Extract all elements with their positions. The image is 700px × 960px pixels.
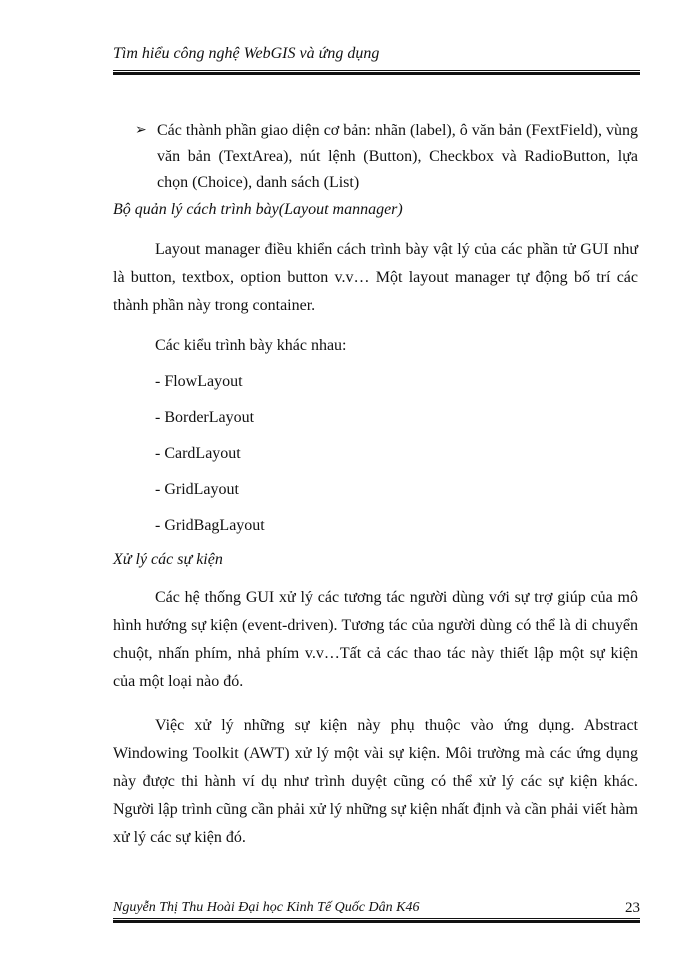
document-body bbox=[113, 118, 638, 852]
paragraph-layout-manager: Layout manager điều khiển cách trình bày vật lý của các phần tử GUI như là button, textbox, option button v.v… Một layout manager tự động bố trí các thành phần này trong container. bbox=[113, 241, 638, 314]
section-heading-layout: Bộ quản lý cách trình bày(Layout mannager) bbox=[113, 201, 403, 218]
footer-rule-thin bbox=[113, 918, 640, 919]
header-rule-thick bbox=[113, 72, 640, 75]
page-footer bbox=[113, 898, 640, 923]
section-heading-events: Xử lý các sự kiện bbox=[113, 551, 223, 568]
footer-row bbox=[113, 898, 640, 918]
footer-author: Nguyễn Thị Thu Hoài Đại học Kinh Tế Quốc Dân K46 bbox=[113, 900, 420, 915]
page-number: 23 bbox=[625, 900, 640, 916]
bullet-text: Các thành phần giao diện cơ bản: nhãn (label), ô văn bản (FextField), vùng văn bản (TextArea), nút lệnh (Button), Checkbox và RadioButton, lựa chọn (Choice), danh sách (List) bbox=[157, 122, 638, 191]
list-item: - GridBagLayout bbox=[155, 517, 265, 534]
page-header bbox=[113, 44, 640, 75]
list-intro: Các kiểu trình bày khác nhau: bbox=[155, 337, 347, 354]
list-item: - CardLayout bbox=[155, 445, 241, 462]
bullet-arrow-icon: ➢ bbox=[135, 123, 147, 138]
list-item: - GridLayout bbox=[155, 481, 239, 498]
header-title: Tìm hiểu công nghệ WebGIS và ứng dụng bbox=[113, 45, 380, 62]
list-item: - BorderLayout bbox=[155, 409, 255, 426]
paragraph-events-2: Việc xử lý những sự kiện này phụ thuộc vào ứng dụng. Abstract Windowing Toolkit (AWT) xử lý một vài sự kiện. Môi trường mà các ứng dụng này được thi hành ví dụ như trình duyệt cũng có thể xử lý các sự kiện khác. Người lập trình cũng cần phải xử lý những sự kiện nhất định và cần phải viết hàm xử lý các sự kiện đó. bbox=[113, 717, 638, 846]
bullet-item bbox=[113, 118, 638, 196]
list-item: - FlowLayout bbox=[155, 373, 243, 390]
footer-rule-thick bbox=[113, 920, 640, 923]
header-rule-thin bbox=[113, 70, 640, 71]
paragraph-events-1: Các hệ thống GUI xử lý các tương tác người dùng với sự trợ giúp của mô hình hướng sự kiện (event-driven). Tương tác của người dùng có thể là di chuyển chuột, nhấn phím, nhả phím v.v…Tất cả các thao tác này thiết lập một sự kiện của một loại nào đó. bbox=[113, 589, 638, 690]
